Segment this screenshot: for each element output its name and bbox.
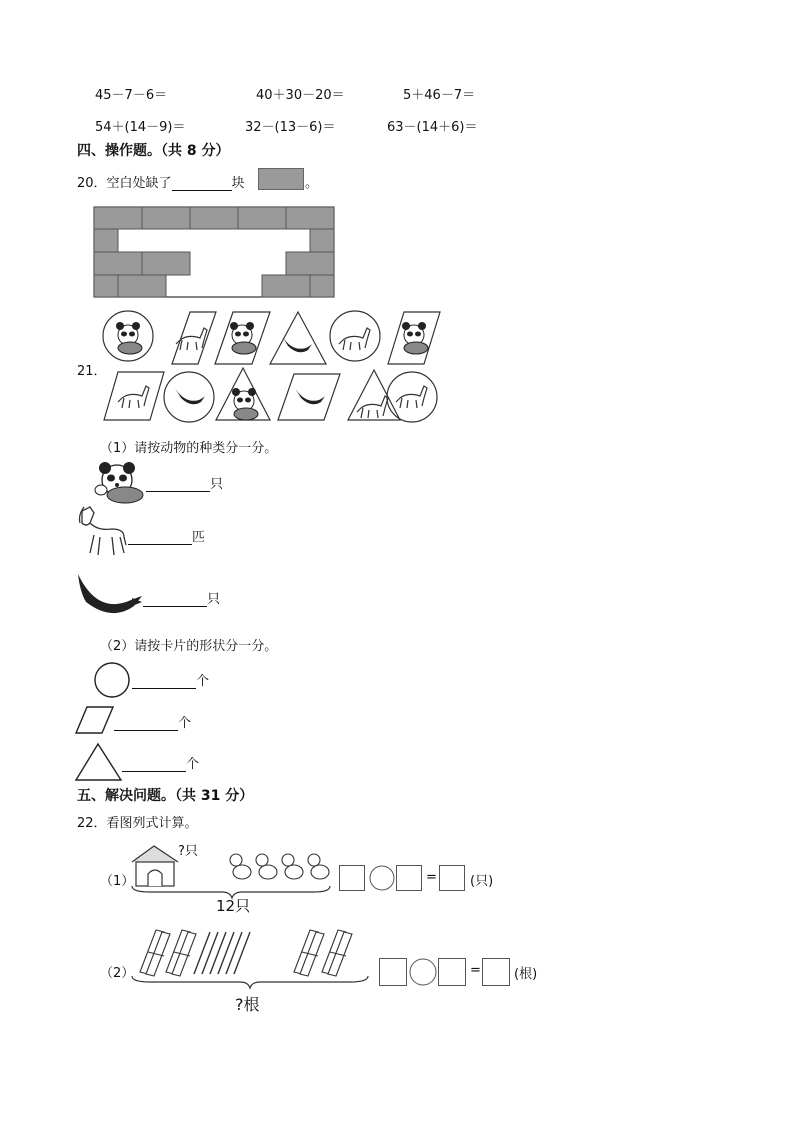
expr-5: 32－(13－6)＝ [245, 120, 336, 135]
q21-number: 21． [77, 364, 107, 379]
bird-count-blank[interactable] [143, 606, 207, 607]
section-5-title: 五、解决问题。（共 31 分） [77, 788, 254, 804]
parallelogram-shape-icon [75, 705, 115, 735]
expr-6: 63－(14＋6)＝ [387, 120, 478, 135]
q22-part1-label: （1） [100, 874, 135, 889]
q21-part2: （2）请按卡片的形状分一分。 [100, 639, 278, 654]
q22-title: 22．看图列式计算。 [77, 816, 198, 831]
horse-count-row [128, 526, 205, 545]
horse-unit: 匹 [192, 530, 206, 545]
p2-number-box-1[interactable] [379, 958, 407, 986]
panda-icon [95, 460, 147, 504]
section-4-title: 四、操作题。（共 8 分） [77, 143, 230, 159]
p1-number-box-1[interactable] [339, 865, 365, 891]
expr-3: 5＋46－7＝ [403, 88, 476, 103]
p2-equals: = [470, 963, 481, 978]
q20-end: 。 [305, 176, 319, 191]
parallelogram-count-row [114, 712, 191, 731]
triangle-count-blank[interactable] [122, 771, 186, 772]
triangle-shape-icon [75, 742, 123, 782]
expr-1: 45－7－6＝ [95, 88, 168, 103]
triangle-count-row [122, 753, 199, 772]
p2-result-box[interactable] [482, 958, 510, 986]
bird-count-row [143, 588, 220, 607]
q22-part2-question: ?根 [235, 995, 260, 1014]
q20-suffix: 块 [231, 176, 245, 191]
p1-operator-circle[interactable] [369, 865, 395, 891]
p1-equals: = [426, 870, 437, 885]
panda-unit: 只 [210, 477, 224, 492]
sticks-bundles-figure [130, 924, 370, 990]
animal-cards-figure [100, 308, 445, 426]
triangle-unit: 个 [186, 757, 200, 772]
brick-sample-icon [258, 168, 304, 190]
circle-count-blank[interactable] [132, 688, 196, 689]
brick-wall-figure [94, 207, 334, 299]
expr-4: 54＋(14－9)＝ [95, 120, 186, 135]
q22-part1-total: 12只 [216, 897, 251, 915]
p1-unit: (只) [470, 874, 494, 889]
q22-part1-question: ?只 [178, 844, 198, 859]
parallelogram-unit: 个 [178, 716, 192, 731]
q20-text [77, 172, 245, 191]
horse-count-blank[interactable] [128, 544, 192, 545]
bird-unit: 只 [207, 592, 221, 607]
p2-operator-circle[interactable] [409, 958, 437, 986]
horse-icon [76, 505, 128, 559]
q20-answer-blank[interactable] [172, 190, 232, 191]
p1-number-box-2[interactable] [396, 865, 422, 891]
parallelogram-count-blank[interactable] [114, 730, 178, 731]
swallow-icon [76, 572, 146, 622]
expr-2: 40＋30－20＝ [256, 88, 345, 103]
panda-count-row [146, 473, 223, 492]
p2-unit: (根) [514, 967, 538, 982]
p2-number-box-2[interactable] [438, 958, 466, 986]
circle-unit: 个 [196, 674, 210, 689]
q20-prefix: 20．空白处缺了 [77, 176, 172, 191]
q21-part1: （1）请按动物的种类分一分。 [100, 441, 278, 456]
p1-result-box[interactable] [439, 865, 465, 891]
circle-count-row [132, 670, 209, 689]
q22-part2-label: （2） [100, 966, 135, 981]
panda-count-blank[interactable] [146, 491, 210, 492]
circle-shape-icon [93, 661, 133, 699]
